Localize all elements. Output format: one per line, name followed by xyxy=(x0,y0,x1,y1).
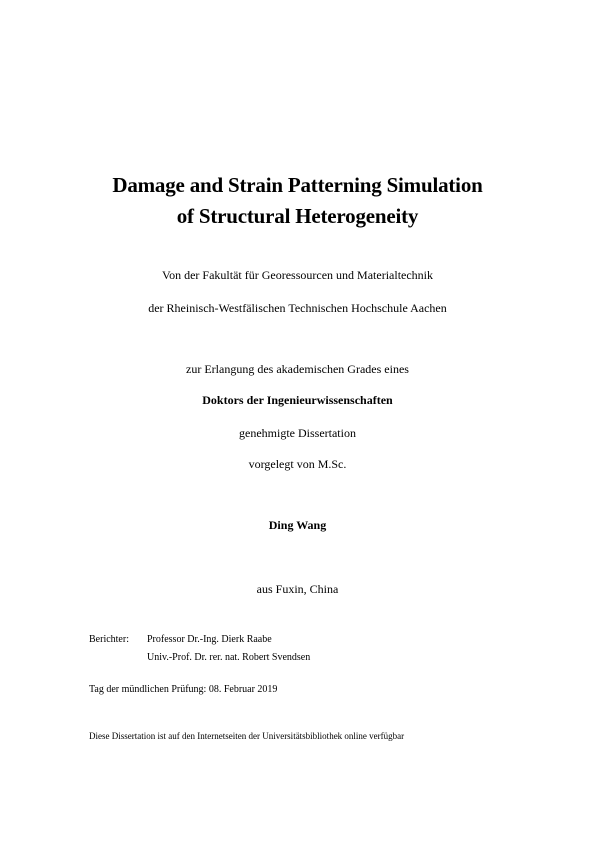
degree-name: Doktors der Ingenieurwissenschaften xyxy=(202,393,393,407)
thesis-title-line-1: Damage and Strain Patterning Simulation xyxy=(112,173,483,197)
reviewer-second: Univ.-Prof. Dr. rer. nat. Robert Svendsen xyxy=(147,652,311,663)
submitted-by: vorgelegt von M.Sc. xyxy=(248,457,347,471)
exam-date: Tag der mündlichen Prüfung: 08. Februar 2019 xyxy=(89,684,278,695)
reviewers-label: Berichter: xyxy=(89,634,129,645)
author-origin: aus Fuxin, China xyxy=(256,582,339,596)
reviewer-first: Professor Dr.-Ing. Dierk Raabe xyxy=(147,634,272,645)
approved-dissertation: genehmigte Dissertation xyxy=(239,426,356,440)
author-name: Ding Wang xyxy=(268,518,327,532)
thesis-title-line-2: of Structural Heterogeneity xyxy=(176,204,419,228)
availability-note: Diese Dissertation ist auf den Internetseiten der Universitätsbibliothek online verfügbar xyxy=(89,731,405,741)
degree-purpose: zur Erlangung des akademischen Grades eines xyxy=(186,362,409,376)
faculty-line-2: der Rheinisch-Westfälischen Technischen Hochschule Aachen xyxy=(148,301,447,315)
faculty-line-1: Von der Fakultät für Georessourcen und Materialtechnik xyxy=(161,268,434,282)
